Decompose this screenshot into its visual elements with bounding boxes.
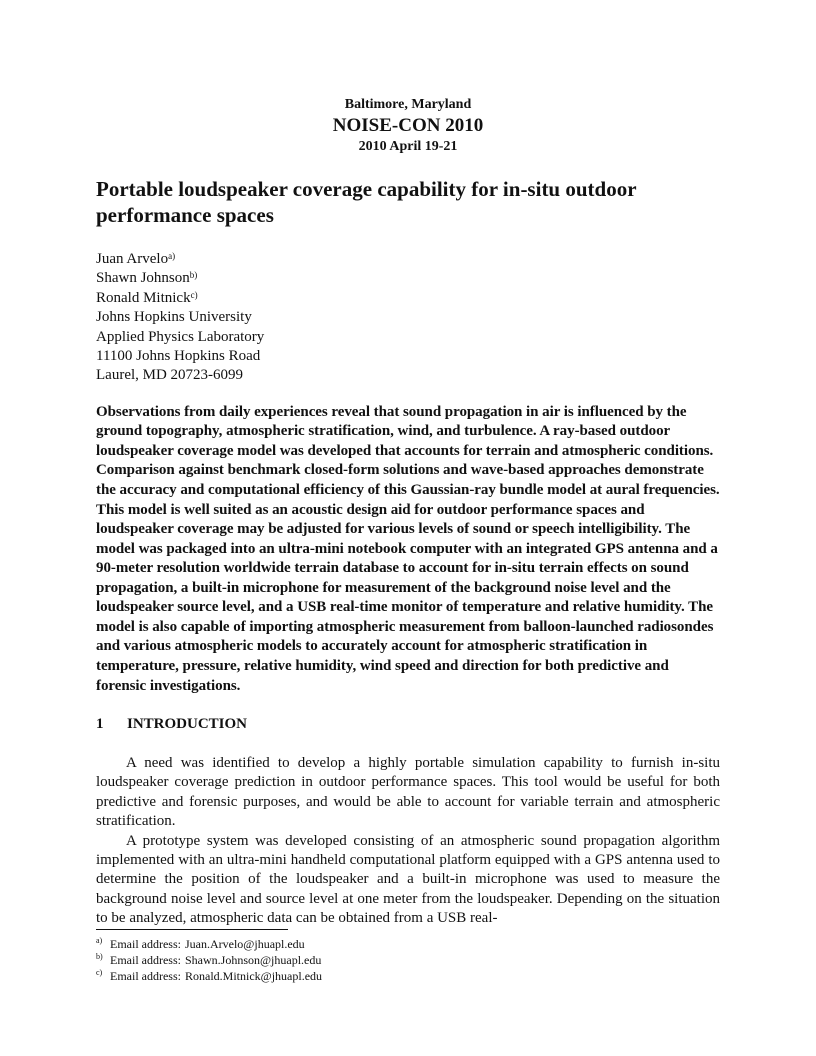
footnote-email[interactable]: Ronald.Mitnick@jhuapl.edu — [184, 969, 323, 983]
author-footnote-mark: a) — [168, 251, 176, 261]
paper-title: Portable loudspeaker coverage capability for in-situ outdoor performance spaces — [96, 177, 637, 227]
section-body — [96, 754, 720, 929]
conference-header — [96, 96, 720, 156]
footnote — [96, 952, 322, 968]
abstract: Observations from daily experiences reveal that sound propagation in air is influenced by the ground topography, atmospheric stratification, wind, and turbulence. A ray-based outdoor loudspeaker coverage model was developed that accounts for terrain and atmospheric conditions. Comparison against benchmark closed-form solutions and wave-based approaches demonstrate the accuracy and computational efficiency of this Gaussian-ray bundle model at aural frequencies. This model is well suited as an acoustic design aid for outdoor performance spaces and loudspeaker coverage may be adjusted for various levels of sound or speech intelligibility. The model was packaged into an ultra-mini notebook computer with an integrated GPS antenna and a 90-meter resolution worldwide terrain database to account for in-situ terrain effects on sound propagation, a built-in microphone for measurement of the background noise level and the loudspeaker source level, and a USB real-time monitor of temperature and relative humidity. The model is also capable of importing atmospheric measurement from balloon-launched radiosondes and various atmospheric models to accurately account for atmospheric stratification in temperature, pressure, relative humidity, wind speed and direction for both predictive and forensic investigations. — [96, 403, 720, 694]
author-line — [96, 250, 720, 269]
author-name: Shawn Johnson — [96, 270, 190, 287]
section-heading — [96, 715, 720, 734]
affiliation-city: Laurel, MD 20723-6099 — [96, 367, 244, 384]
section-number: 1 — [96, 716, 104, 733]
footnote-email[interactable]: Shawn.Johnson@jhuapl.edu — [184, 953, 322, 967]
footnote-divider — [96, 929, 288, 930]
footnote — [96, 936, 322, 952]
affiliation-street: 11100 Johns Hopkins Road — [96, 348, 261, 365]
author-line — [96, 269, 720, 288]
footnote-mark: b) — [96, 952, 103, 961]
footnote-email[interactable]: Juan.Arvelo@jhuapl.edu — [184, 937, 305, 951]
footnote-mark: c) — [96, 968, 103, 977]
author-block — [96, 250, 720, 386]
author-footnote-mark: b) — [189, 270, 198, 281]
author-name: Juan Arvelo — [96, 251, 169, 267]
footnote — [96, 968, 322, 984]
author-line — [96, 289, 720, 308]
section-title: INTRODUCTION — [127, 716, 248, 733]
conference-name: NOISE-CON 2010 — [332, 115, 484, 136]
footnote-label: Email address: — [110, 937, 181, 951]
footnote-label: Email address: — [110, 969, 181, 983]
affiliation-lab: Applied Physics Laboratory — [96, 328, 265, 345]
paragraph: A need was identified to develop a highly portable simulation capability to furnish in-situ loudspeaker coverage prediction in outdoor performance spaces. This tool would be useful for both predictive and forensic purposes, and would be able to account for variable terrain and atmospheric stratification. — [96, 755, 720, 830]
author-name: Ronald Mitnick — [96, 289, 191, 306]
paragraph: A prototype system was developed consisting of an atmospheric sound propagation algorithm implemented with an ultra-mini handheld computational platform equipped with a GPS antenna used to determine the position of the loudspeaker and a built-in microphone was used to measure the background noise level and source level at one meter from the loudspeaker. Depending on the situation to be analyzed, atmospheric data can be obtained from a USB real- — [96, 832, 720, 927]
author-footnote-mark: c) — [190, 289, 198, 300]
affiliation-university: Johns Hopkins University — [96, 309, 252, 326]
conference-dates: 2010 April 19-21 — [358, 139, 458, 154]
footnote-mark: a) — [96, 936, 103, 945]
footnotes — [96, 936, 322, 984]
paper-page — [96, 0, 720, 929]
conference-location: Baltimore, Maryland — [344, 97, 472, 112]
footnote-label: Email address: — [110, 953, 181, 967]
